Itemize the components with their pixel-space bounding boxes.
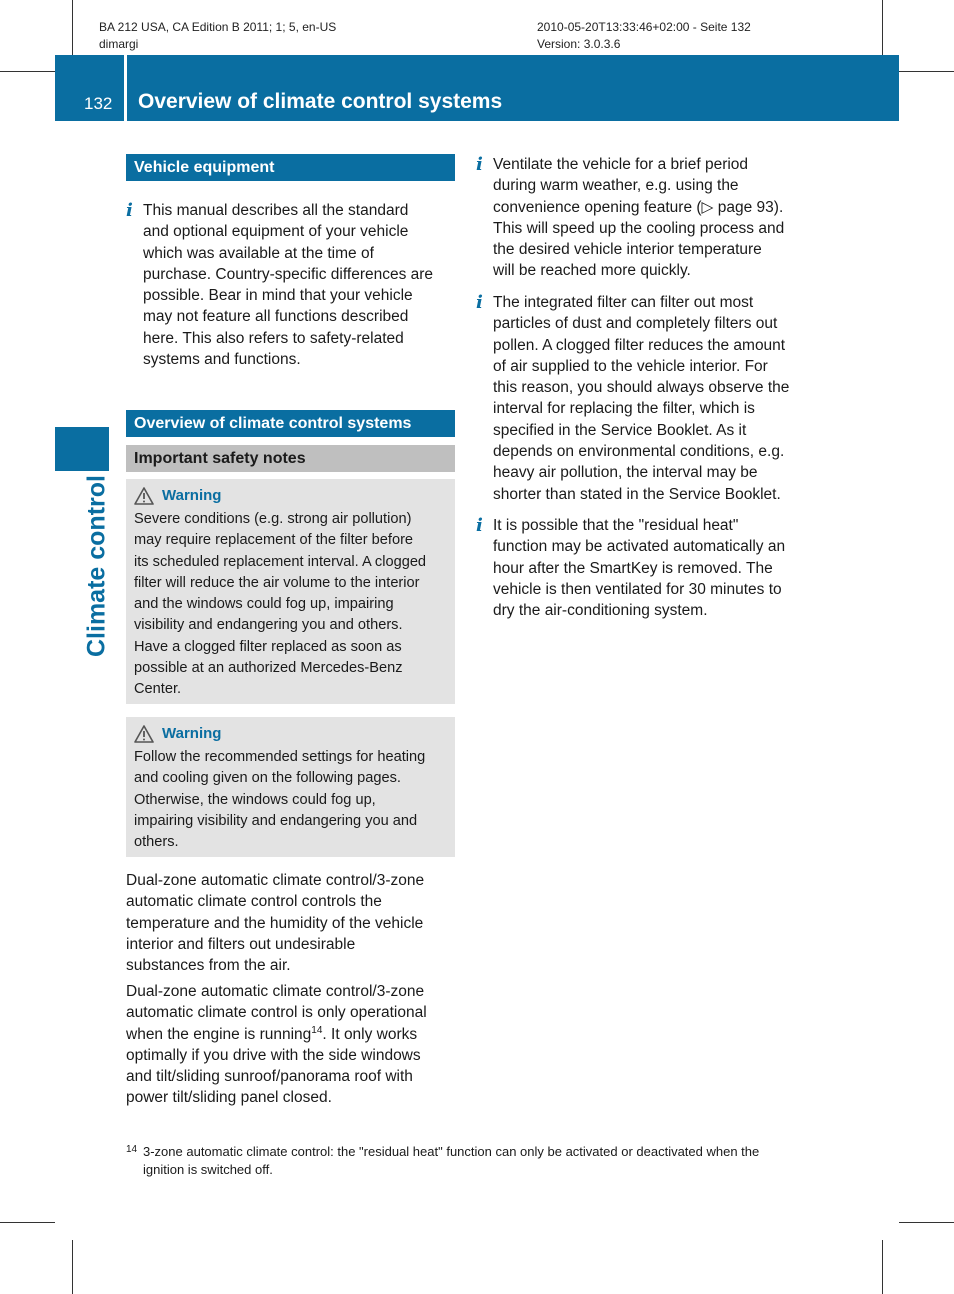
text-line: purchase. Country-specific differences are: [143, 265, 434, 283]
print-meta-left: [99, 19, 336, 53]
text-line: interval for replacing the filter, which is: [493, 400, 755, 418]
text-line: automatic climate control is only operational: [126, 1004, 427, 1022]
page-reference[interactable]: convenience opening feature (▷ page 93).: [493, 198, 784, 216]
text-line: This manual describes all the standard: [143, 202, 409, 219]
text-line: shorter than stated in the Service Booklet.: [493, 485, 781, 503]
warning-triangle-icon: [134, 487, 154, 505]
text-line: function may be activated automatically an: [493, 538, 786, 556]
text-line: systems and functions.: [143, 351, 301, 369]
info-icon: i: [476, 292, 483, 313]
text-line: hour after the SmartKey is removed. The: [493, 559, 773, 577]
text-line: Severe conditions (e.g. strong air pollution): [134, 511, 412, 527]
text-line: may require replacement of the filter before: [134, 532, 414, 549]
text-line: Dual-zone automatic climate control/3-zone: [126, 983, 425, 1000]
text-line: Have a clogged filter replaced as soon as: [134, 638, 402, 655]
header-divider: [124, 55, 127, 121]
print-meta-line: dimargi: [99, 37, 139, 51]
crop-mark: [882, 1240, 883, 1294]
text-line: power tilt/sliding panel closed.: [126, 1089, 332, 1107]
section-heading-overview: Overview of climate control systems: [126, 410, 455, 437]
info-note: [476, 292, 821, 505]
print-meta-line: Version: 3.0.3.6: [537, 37, 621, 51]
text-line: specified in the Service Booklet. As it: [493, 421, 747, 439]
text-fragment: . It only works: [322, 1025, 418, 1043]
text-line: and cooling given on the following pages.: [134, 770, 401, 787]
text-line: vehicle is then ventilated for 30 minutes to: [493, 580, 782, 598]
text-line: temperature and the humidity of the vehicle: [126, 914, 424, 932]
chapter-tab: [55, 427, 109, 471]
page-title: Overview of climate control systems: [138, 90, 503, 113]
text-line: ignition is switched off.: [143, 1162, 273, 1177]
print-meta-right: [537, 19, 751, 53]
text-line: filter will reduce the air volume to the interior: [134, 574, 420, 591]
info-icon: i: [126, 200, 133, 221]
footnote: [126, 1143, 816, 1179]
subheading-safety-notes: Important safety notes: [126, 445, 455, 472]
text-line: impairing visibility and endangering you and: [134, 812, 418, 829]
text-line: of air supplied to the vehicle interior. For: [493, 357, 768, 375]
info-icon: i: [476, 154, 483, 175]
text-line: automatic climate control controls the: [126, 893, 382, 911]
text-line: depends on environmental conditions, e.g.: [493, 443, 785, 461]
text-line: and optional equipment of your vehicle: [143, 223, 409, 241]
text-line: the desired vehicle interior temperature: [493, 241, 762, 259]
text-line: Ventilate the vehicle for a brief period: [493, 156, 749, 173]
text-fragment: when the engine is running: [126, 1025, 312, 1043]
warning-box: [126, 717, 455, 857]
warning-box: [126, 479, 455, 704]
text-line: interior and filters out undesirable: [126, 935, 356, 953]
section-heading-vehicle-equipment: Vehicle equipment: [126, 154, 455, 181]
page-number: 132: [84, 94, 113, 113]
crop-mark: [899, 1222, 954, 1223]
text-line: and the windows could fog up, impairing: [134, 596, 394, 613]
text-line: particles of dust and completely filters out: [493, 315, 778, 333]
text-line: pollen. A clogged filter reduces the amount: [493, 336, 786, 354]
text-line: Otherwise, the windows could fog up,: [134, 791, 376, 808]
text-line: here. This also refers to safety-related: [143, 329, 404, 347]
text-line: optimally if you drive with the side windows: [126, 1046, 421, 1064]
text-line: possible. Bear in mind that your vehicle: [143, 287, 413, 305]
text-line: 3-zone automatic climate control: the "residual heat" function can only be activated or deactivated when the: [143, 1144, 760, 1159]
crop-mark: [882, 0, 883, 55]
print-meta-line: 2010-05-20T13:33:46+02:00 - Seite 132: [537, 20, 751, 34]
text-line: visibility and endangering you and others.: [134, 617, 403, 634]
text-line: possible at an authorized Mercedes-Benz: [134, 660, 403, 677]
warning-title: Warning: [162, 487, 222, 505]
crop-mark: [72, 1240, 73, 1294]
info-icon: i: [476, 515, 483, 536]
text-line: others.: [134, 834, 179, 851]
footnote-ref[interactable]: 14: [311, 1024, 323, 1036]
body-paragraph: [126, 981, 461, 1109]
text-line: and tilt/sliding sunroof/panorama roof with: [126, 1068, 413, 1086]
text-line: Center.: [134, 681, 182, 698]
text-line: dry the air-conditioning system.: [493, 602, 708, 620]
text-line: may not feature all functions described: [143, 308, 409, 326]
footnote-number: 14: [126, 1144, 138, 1155]
crop-mark: [0, 1222, 55, 1223]
text-line: which was available at the time of: [143, 244, 374, 262]
warning-title: Warning: [162, 725, 222, 743]
text-line: This will speed up the cooling process and: [493, 219, 785, 237]
text-line: its scheduled replacement interval. A clogged: [134, 553, 427, 570]
text-line: during warm weather, e.g. using the: [493, 177, 739, 195]
info-note: [476, 515, 821, 621]
body-paragraph: [126, 870, 461, 976]
text-line: Follow the recommended settings for heating: [134, 749, 426, 765]
crop-mark: [899, 71, 954, 72]
text-line: Dual-zone automatic climate control/3-zone: [126, 872, 425, 889]
info-note: [476, 154, 821, 282]
text-line: will be reached more quickly.: [493, 262, 691, 280]
text-line: [126, 1024, 461, 1045]
text-line: The integrated filter can filter out most: [493, 294, 754, 311]
warning-triangle-icon: [134, 725, 154, 743]
text-line: It is possible that the "residual heat": [493, 517, 739, 534]
info-note: [126, 200, 461, 370]
crop-mark: [72, 0, 73, 55]
crop-mark: [0, 71, 55, 72]
text-line: this reason, you should always observe the: [493, 379, 790, 397]
print-meta-line: BA 212 USA, CA Edition B 2011; 1; 5, en-US: [99, 20, 337, 34]
text-line: substances from the air.: [126, 957, 291, 975]
text-line: heavy air pollution, the interval may be: [493, 464, 758, 482]
chapter-label: Climate control: [82, 475, 111, 657]
